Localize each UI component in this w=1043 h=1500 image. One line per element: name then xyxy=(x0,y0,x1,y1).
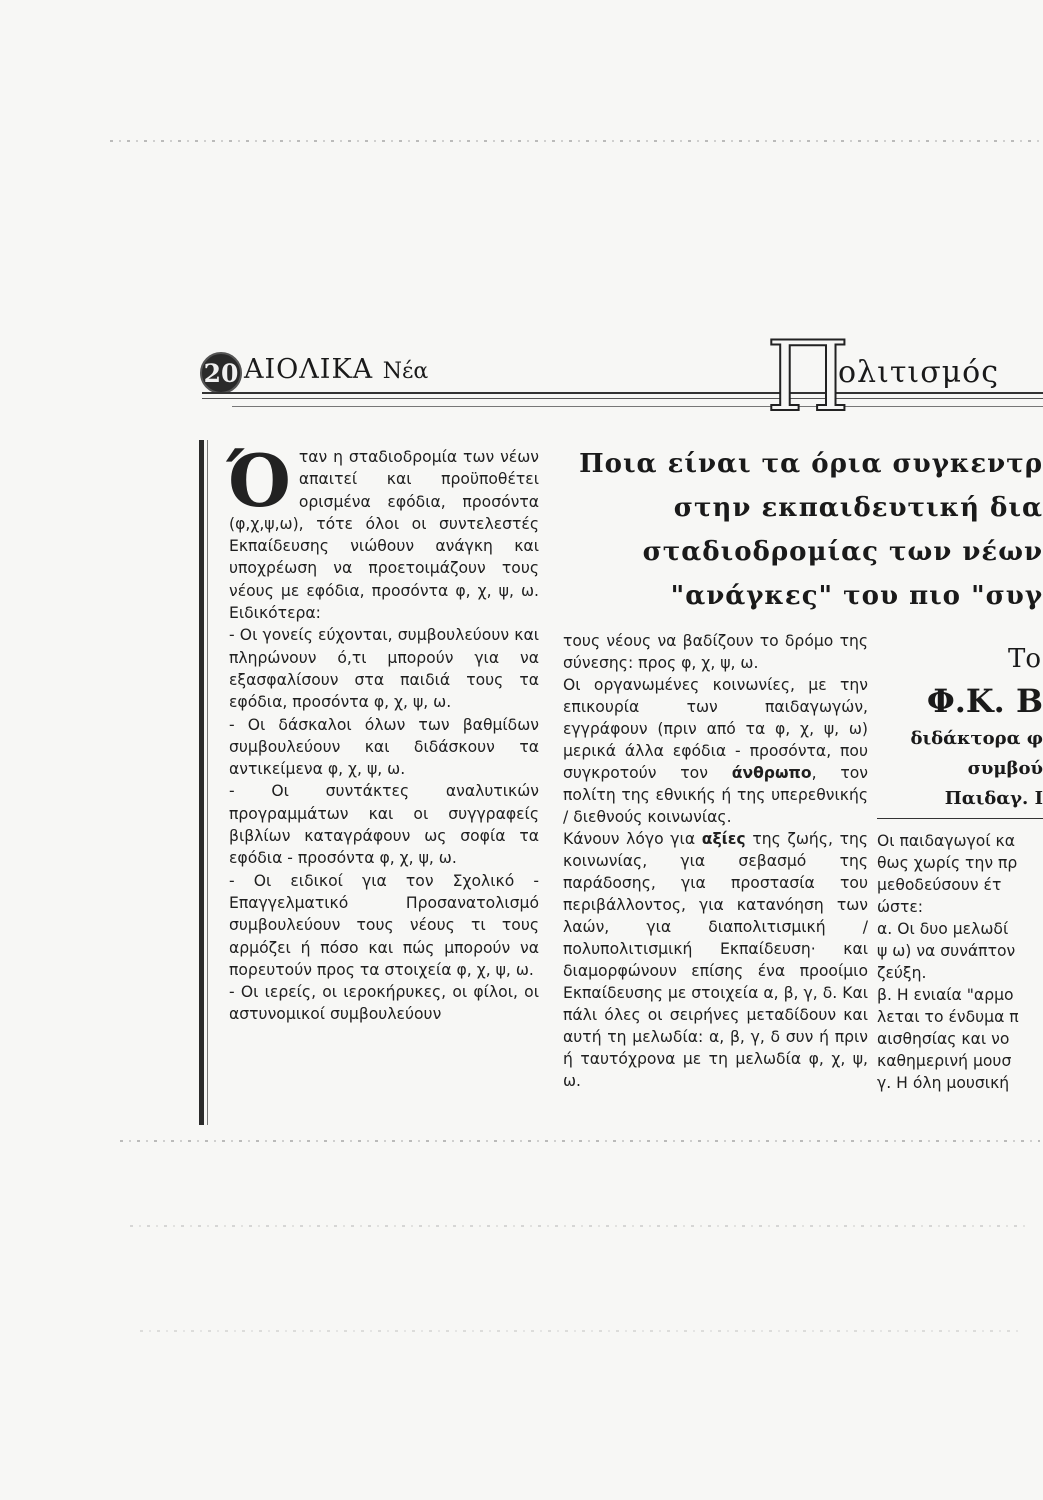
column1-paragraph: ταν η σταδιοδρομία των νέων απαιτεί και προϋποθέτει ορισμένα εφόδια, προσόντα (φ,χ,ψ,ω), τότε όλοι οι συντελεστές Εκπαίδευσης νιώθουν ανάγκη και υποχρέωση να προετοιμάζουν τους νέους με εφόδια, προσόντα φ, χ, ψ, ω. Ειδικότερα: xyxy=(229,448,539,623)
column2-paragraph xyxy=(563,828,868,1092)
column2-text: , τον πολίτη της εθνικής ή της υπερεθνικής / διεθνούς κοινωνίας. xyxy=(563,764,868,826)
scan-noise-top xyxy=(110,140,1040,142)
column2-bold: αξίες xyxy=(701,830,746,848)
header-rule xyxy=(202,392,1043,394)
column3-line: γ. Η όλη μουσική xyxy=(877,1074,1010,1092)
scan-noise-bottom-3 xyxy=(140,1330,1020,1332)
headline-line: σταδιοδρομίας των νέων xyxy=(642,537,1043,567)
author-name: Φ.Κ. Β xyxy=(926,682,1043,720)
column3-line: β. Η ενιαία "αρμο xyxy=(877,986,1014,1004)
column3-line: αισθησίας και νο xyxy=(877,1030,1010,1048)
column1-paragraph: - Οι γονείς εύχονται, συμβουλεύουν και πληρώνουν ό,τι μπορούν για να εξασφαλίσουν στα παιδιά τους τα εφόδια, προσόντα φ, χ, ψ, ω. xyxy=(229,626,539,712)
column1-paragraph: - Οι ειδικοί για τον Σχολικό - Επαγγελματικό Προσανατολισμό συμβουλεύουν τους νέους τι τους αρμόζει ή πόσο και πώς μπορούν να πορευτούν προς τα στοιχεία φ, χ, ψ, ω. xyxy=(229,871,539,979)
scan-noise-bottom-2 xyxy=(130,1225,1030,1227)
column2-text: Οι οργανωμένες κοινωνίες, με την επικουρία των παιδαγωγών, εγγράφουν (πριν από τα φ, χ, ψ, ω) μερικά άλλα εφόδια - προσόντα, που συγκροτούν τον xyxy=(563,676,868,782)
article-column-1 xyxy=(227,438,539,1026)
column-side-bar xyxy=(199,440,204,1125)
header-rule-2 xyxy=(202,398,1043,399)
column2-paragraph xyxy=(563,674,868,828)
column1-paragraph: - Οι δάσκαλοι όλων των βαθμίδων συμβουλεύουν και διδάσκουν τα αντικείμενα φ, χ, ψ, ω. xyxy=(229,715,539,779)
newspaper-title xyxy=(244,354,428,385)
column3-line: μεθοδεύσουν έτ xyxy=(877,876,1002,894)
section-title: ολιτισμός xyxy=(838,355,1000,390)
headline-line: Ποια είναι τα όρια συγκεντρ xyxy=(579,449,1043,479)
column2-bold: άνθρωπο xyxy=(731,764,812,782)
column2-paragraph: τους νέους να βαδίζουν το δρόμο της σύνεσης: προς φ, χ, ψ, ω. xyxy=(563,632,868,672)
article-column-2 xyxy=(563,630,868,1092)
article-headline xyxy=(546,442,1043,618)
column3-line: καθημερινή μουσ xyxy=(877,1052,1012,1070)
column-side-line xyxy=(207,440,208,1125)
author-role: συμβού xyxy=(967,758,1043,779)
scan-noise-bottom-1 xyxy=(120,1140,1040,1142)
page-number-badge: 20 xyxy=(200,352,242,394)
column3-line: ψ ω) να συνάπτον xyxy=(877,942,1016,960)
column3-line: ζεύξη. xyxy=(877,964,927,982)
column3-rule xyxy=(877,818,1043,819)
column2-text: Κάνουν λόγο για xyxy=(563,830,702,848)
headline-line: στην εκπαιδευτική δια xyxy=(673,493,1043,523)
column1-paragraph: - Οι ιερείς, οι ιεροκήρυκες, οι φίλοι, οι αστυνομικοί συμβουλεύουν xyxy=(229,983,539,1024)
column3-line: Οι παιδαγωγοί κα xyxy=(877,832,1016,850)
column3-line: θως χωρίς την πρ xyxy=(877,854,1018,872)
author-byline: Το xyxy=(1008,644,1041,674)
column2-text: της ζωής, της κοινωνίας, για σεβασμό της παράδοσης, για προστασία του περιβάλλοντος, για κατανόηση των λαών, για διαπολιτισμική / πολυπολιτισμική Εκπαίδευση· και διαμορφώνουν επίσης ένα προοίμιο Εκπαίδευσης με στοιχεία α, β, γ, δ. Και πάλι όλες οι σειρήνες μεταδίδουν και αυτή τη μελωδία: α, β, γ, δ συν ή πριν ή ταυτόχρονα με τη μελωδία φ, χ, ψ, ω. xyxy=(563,830,868,1090)
newspaper-name: ΑΙΟΛΙΚΑ xyxy=(244,354,374,385)
author-affiliation: Παιδαγ. Ι xyxy=(944,788,1043,809)
column3-line: ώστε: xyxy=(877,898,924,916)
newspaper-name-small: Νέα xyxy=(382,359,429,384)
author-title: διδάκτορα φ xyxy=(910,728,1043,749)
column3-line: α. Οι δυο μελωδί xyxy=(877,920,1009,938)
article-column-3 xyxy=(877,830,1043,1094)
section-initial: Π xyxy=(766,321,850,433)
drop-cap: Ό xyxy=(227,438,291,523)
column3-line: λεται το ένδυμα π xyxy=(877,1008,1019,1026)
author-block xyxy=(873,640,1043,814)
column1-paragraph: - Οι συντάκτες αναλυτικών προγραμμάτων και οι συγγραφείς βιβλίων καταγράφουν ως σοφία τα εφόδια - προσόντα φ, χ, ψ, ω. xyxy=(229,782,539,868)
headline-line: "ανάγκες" του πιο "συγ xyxy=(670,581,1043,611)
header-rule-3 xyxy=(232,406,1043,407)
